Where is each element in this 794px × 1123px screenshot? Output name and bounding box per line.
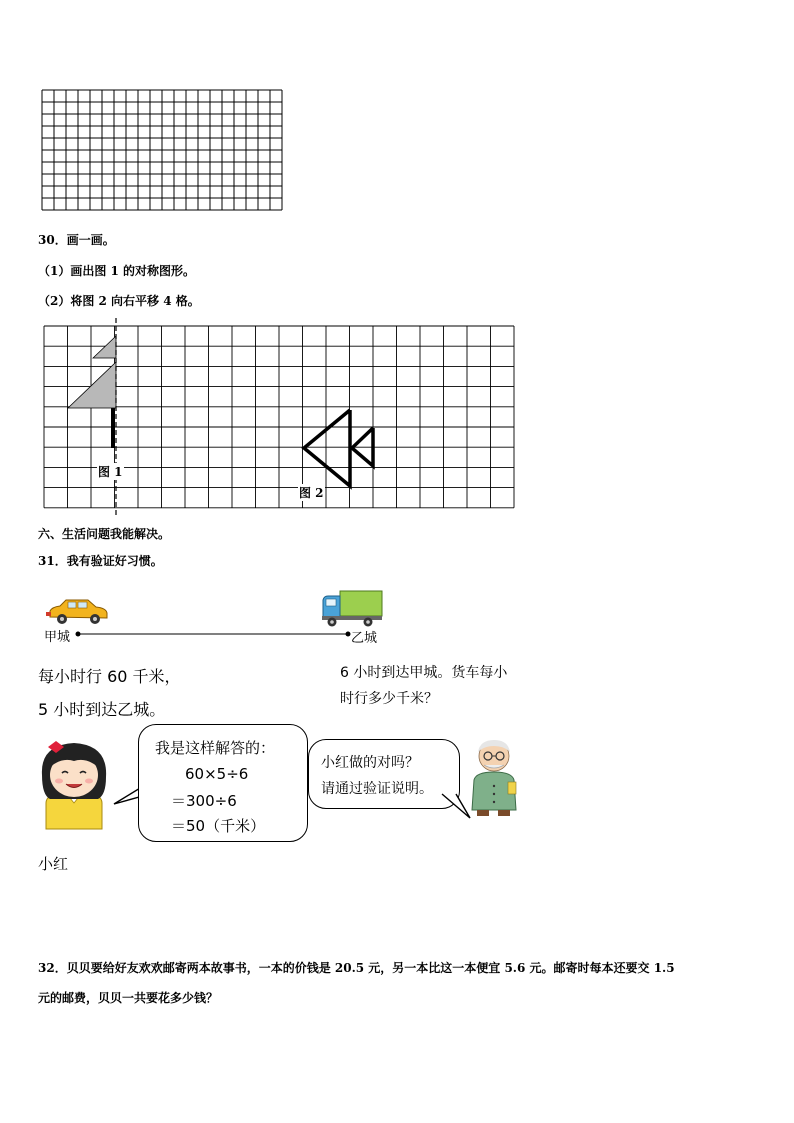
car-illustration — [46, 597, 110, 627]
city-a-label: 甲城 — [44, 630, 71, 645]
figure2-label: 图 2 — [299, 486, 324, 500]
city-b-point — [346, 632, 351, 637]
figure1-lower-shape — [68, 362, 116, 408]
figure2-shape — [304, 410, 350, 486]
grandpa-speech-line1: 小红做的对吗？ — [321, 755, 419, 771]
girl-speech-bubble — [138, 724, 308, 842]
calc-line-2: ＝300÷6 — [171, 792, 237, 810]
truck-info-line2: 时行多少千米？ — [340, 691, 438, 707]
q30-part2: （2）将图 2 向右平移 4 格。 — [38, 294, 200, 308]
girl-name-label: 小红 — [38, 855, 69, 873]
figure1-shape — [93, 336, 116, 358]
blank-grid-top — [40, 88, 286, 213]
calc-line-1: 60×5÷6 — [185, 765, 249, 783]
girl-xiaohong-illustration — [36, 737, 112, 833]
city-a-point — [76, 632, 81, 637]
calc-line-3: ＝50（千米） — [171, 817, 266, 835]
city-b-label: 乙城 — [351, 631, 378, 646]
q31-title: 31．我有验证好习惯。 — [38, 554, 163, 568]
symmetry-translation-grid — [40, 318, 520, 518]
q30-title: 30．画一画。 — [38, 233, 115, 247]
route-line — [70, 628, 356, 640]
truck-info-line1: 6 小时到达甲城。货车每小 — [340, 665, 508, 681]
q32-line2: 元的邮费，贝贝一共要花多少钱？ — [38, 991, 219, 1005]
truck-illustration — [320, 588, 384, 628]
q30-part1: （1）画出图 1 的对称图形。 — [38, 264, 196, 278]
section6-title: 六、生活问题我能解决。 — [38, 527, 171, 541]
figure1-label: 图 1 — [98, 465, 123, 479]
car-info-line1: 每小时行 60 千米， — [38, 667, 181, 686]
grandpa-speech-line2: 请通过验证说明。 — [321, 781, 433, 797]
girl-speech-intro: 我是这样解答的： — [155, 739, 276, 757]
car-info-line2: 5 小时到达乙城。 — [38, 700, 166, 719]
grandpa-illustration — [464, 738, 526, 820]
q32-line1: 32．贝贝要给好友欢欢邮寄两本故事书，一本的价钱是 20.5 元，另一本比这一本便宜 5.6 元。邮寄时每本还要交 1.5 — [38, 961, 675, 975]
